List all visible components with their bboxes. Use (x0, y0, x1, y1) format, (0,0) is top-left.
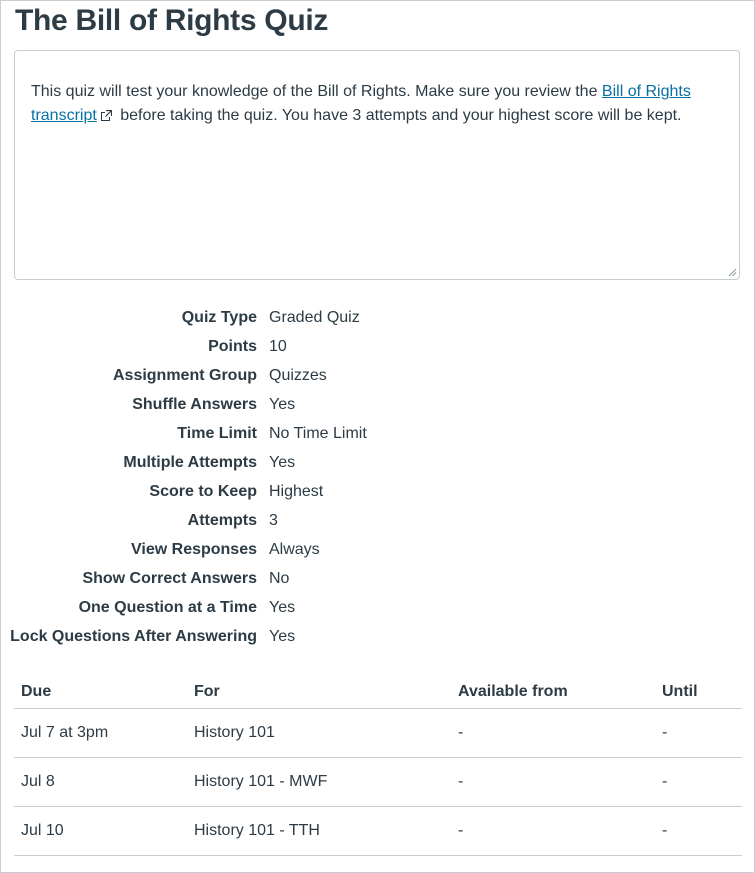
column-header-until: Until (655, 676, 742, 709)
detail-row-attempts (0, 509, 755, 538)
detail-row-score-to-keep (0, 480, 755, 509)
detail-label: Score to Keep (149, 483, 257, 500)
page-title: The Bill of Rights Quiz (15, 4, 329, 37)
detail-label: Points (208, 338, 257, 355)
quiz-details-list (0, 306, 755, 654)
detail-row-assignment-group (0, 364, 755, 393)
table-row (14, 758, 742, 807)
detail-value: Yes (269, 628, 296, 645)
for-cell: History 101 - TTH (187, 807, 451, 856)
due-dates-table (14, 676, 742, 856)
table-header-row (14, 676, 742, 709)
due-cell: Jul 8 (14, 758, 187, 807)
detail-row-points (0, 335, 755, 364)
detail-value: Yes (269, 599, 296, 616)
detail-label: View Responses (131, 541, 257, 558)
due-cell: Jul 10 (14, 807, 187, 856)
detail-label: Attempts (187, 512, 257, 529)
detail-row-lock-questions (0, 625, 755, 654)
detail-row-show-correct-answers (0, 567, 755, 596)
detail-row-time-limit (0, 422, 755, 451)
detail-label: Multiple Attempts (123, 454, 257, 471)
detail-value: No (269, 570, 290, 587)
available-from-cell: - (451, 758, 655, 807)
table-row (14, 807, 742, 856)
available-from-cell: - (451, 709, 655, 758)
detail-label: Assignment Group (112, 367, 257, 384)
external-link-icon[interactable] (101, 110, 112, 121)
detail-label: Show Correct Answers (82, 570, 257, 587)
detail-value: Yes (269, 396, 296, 413)
detail-value: Always (269, 541, 320, 558)
detail-value: Quizzes (269, 367, 327, 384)
column-header-for: For (187, 676, 451, 709)
description-text-before: This quiz will test your knowledge of the Bill of Rights. Make sure you review the (31, 83, 602, 100)
until-cell: - (655, 709, 742, 758)
detail-label: One Question at a Time (78, 599, 257, 616)
for-cell: History 101 - MWF (187, 758, 451, 807)
detail-row-view-responses (0, 538, 755, 567)
quiz-description (14, 50, 740, 280)
column-header-available-from: Available from (451, 676, 655, 709)
until-cell: - (655, 807, 742, 856)
detail-row-quiz-type (0, 306, 755, 335)
detail-label: Time Limit (177, 425, 257, 442)
resize-handle-icon[interactable] (727, 267, 737, 277)
detail-row-one-question-at-a-time (0, 596, 755, 625)
detail-row-shuffle-answers (0, 393, 755, 422)
detail-value: Highest (269, 483, 324, 500)
description-text-after: before taking the quiz. You have 3 attempts and your highest score will be kept. (115, 107, 682, 124)
detail-value: 3 (269, 512, 278, 529)
detail-value: Yes (269, 454, 296, 471)
bill-of-rights-transcript-link[interactable]: Bill of Rights transcript (31, 83, 691, 124)
detail-label: Lock Questions After Answering (10, 628, 257, 645)
until-cell: - (655, 758, 742, 807)
for-cell: History 101 (187, 709, 451, 758)
detail-row-multiple-attempts (0, 451, 755, 480)
detail-label: Shuffle Answers (132, 396, 257, 413)
detail-label: Quiz Type (181, 309, 257, 326)
available-from-cell: - (451, 807, 655, 856)
column-header-due: Due (14, 676, 187, 709)
detail-value: No Time Limit (269, 425, 367, 442)
detail-value: Graded Quiz (269, 309, 360, 326)
detail-value: 10 (269, 338, 287, 355)
due-cell: Jul 7 at 3pm (14, 709, 187, 758)
table-row (14, 709, 742, 758)
